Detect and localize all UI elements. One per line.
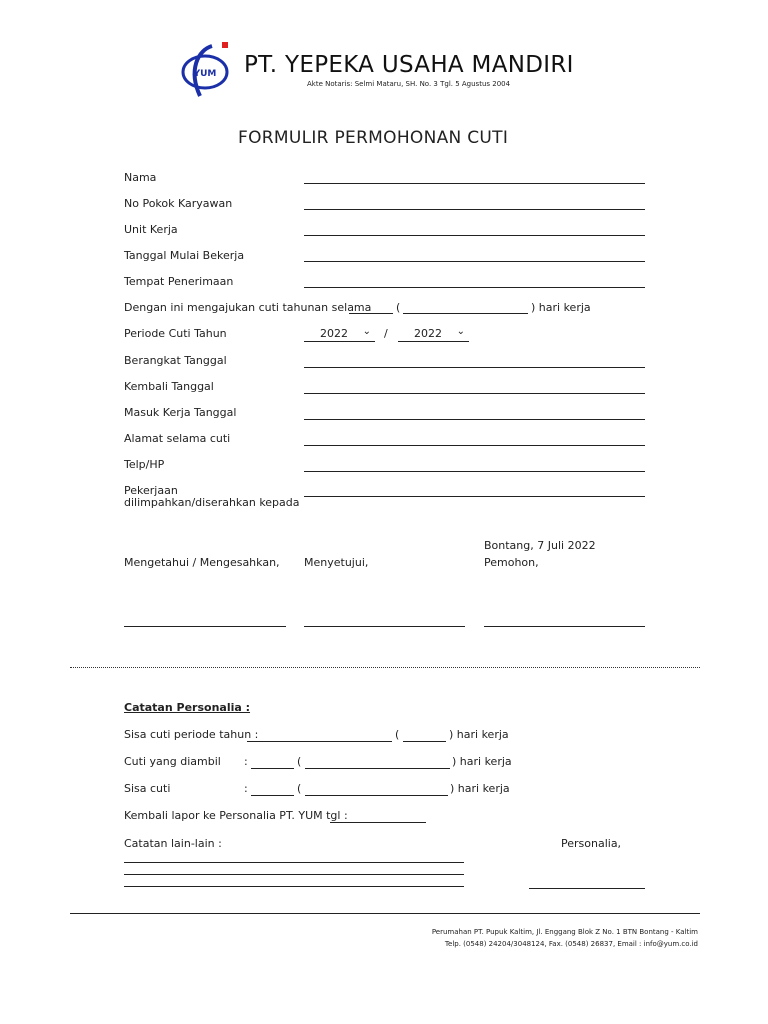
chevron-down-icon: ⌄ [362, 326, 371, 337]
label-dengan-ini: Dengan ini mengajukan cuti tahunan selama [124, 301, 372, 314]
label-tanggal-mulai: Tanggal Mulai Bekerja [124, 249, 245, 262]
field-sisa-periode[interactable] [247, 741, 392, 742]
signature-line-mengetahui[interactable] [124, 626, 286, 627]
notary-info: Akte Notaris: Selmi Mataru, SH. No. 3 Tgl. 5 Agustus 2004 [307, 80, 511, 88]
field-berangkat[interactable] [304, 367, 645, 368]
company-name: PT. YEPEKA USAHA MANDIRI [244, 52, 574, 78]
field-sisa-cuti[interactable] [251, 795, 294, 796]
label-kembali-lapor: Kembali lapor ke Personalia PT. YUM tgl : [124, 809, 348, 822]
field-pekerjaan[interactable] [304, 496, 645, 497]
label-mengetahui: Mengetahui / Mengesahkan, [124, 556, 280, 569]
select-year-from-value: 2022 [320, 327, 348, 340]
label-cuti-diambil: Cuti yang diambil [124, 755, 221, 768]
section-divider [70, 667, 700, 668]
label-catatan-lain: Catatan lain-lain : [124, 837, 222, 850]
field-nama[interactable] [304, 183, 645, 184]
select-year-from[interactable] [304, 327, 375, 342]
field-sisa-cuti-terbilang[interactable] [305, 795, 448, 796]
select-year-to-value: 2022 [414, 327, 442, 340]
field-telp[interactable] [304, 471, 645, 472]
label-menyetujui: Menyetujui, [304, 556, 369, 569]
open-paren: ( [395, 728, 400, 741]
label-pemohon: Pemohon, [484, 556, 539, 569]
label-pekerjaan-2: dilimpahkan/diserahkan kepada [124, 496, 300, 509]
field-masuk[interactable] [304, 419, 645, 420]
field-jumlah-hari[interactable] [349, 313, 393, 314]
label-hari-kerja: ) hari kerja [531, 301, 591, 314]
label-periode: Periode Cuti Tahun [124, 327, 227, 340]
colon: : [244, 755, 248, 768]
field-hari-terbilang[interactable] [403, 313, 528, 314]
label-no-pokok: No Pokok Karyawan [124, 197, 233, 210]
label-telp: Telp/HP [124, 458, 165, 471]
label-pekerjaan-1: Pekerjaan [124, 484, 178, 497]
year-separator: / [384, 327, 388, 340]
field-sisa-periode-hari[interactable] [403, 741, 446, 742]
field-catatan-line-3[interactable] [124, 886, 464, 887]
footer-address: Perumahan PT. Pupuk Kaltim, Jl. Enggang Blok Z No. 1 BTN Bontang - Kaltim [431, 928, 698, 936]
field-kembali[interactable] [304, 393, 645, 394]
open-paren: ( [297, 782, 302, 795]
company-logo [176, 40, 234, 100]
footer-divider [70, 913, 700, 914]
label-hari-kerja: ) hari kerja [450, 782, 510, 795]
label-alamat: Alamat selama cuti [124, 432, 231, 445]
field-kembali-lapor[interactable] [330, 822, 426, 823]
signature-line-menyetujui[interactable] [304, 626, 465, 627]
field-catatan-line-1[interactable] [124, 862, 464, 863]
label-personalia-sign: Personalia, [561, 837, 622, 850]
label-hari-kerja: ) hari kerja [452, 755, 512, 768]
label-sisa-periode: Sisa cuti periode tahun : [124, 728, 259, 741]
field-cuti-diambil[interactable] [251, 768, 294, 769]
label-tempat: Tempat Penerimaan [124, 275, 234, 288]
personalia-heading: Catatan Personalia : [124, 701, 251, 714]
label-unit-kerja: Unit Kerja [124, 223, 178, 236]
label-hari-kerja: ) hari kerja [449, 728, 509, 741]
chevron-down-icon: ⌄ [456, 326, 465, 337]
field-tanggal-mulai[interactable] [304, 261, 645, 262]
label-kembali: Kembali Tanggal [124, 380, 214, 393]
place-date: Bontang, 7 Juli 2022 [484, 539, 596, 552]
footer-contact: Telp. (0548) 24204/3048124, Fax. (0548) 26837, Email : info@yum.co.id [444, 940, 698, 948]
field-catatan-line-2[interactable] [124, 874, 464, 875]
field-unit-kerja[interactable] [304, 235, 645, 236]
field-no-pokok[interactable] [304, 209, 645, 210]
logo-text: YUM [193, 69, 217, 79]
label-masuk: Masuk Kerja Tanggal [124, 406, 237, 419]
label-sisa-cuti: Sisa cuti [124, 782, 171, 795]
field-cuti-diambil-terbilang[interactable] [305, 768, 450, 769]
colon: : [244, 782, 248, 795]
label-berangkat: Berangkat Tanggal [124, 354, 227, 367]
select-year-to[interactable] [398, 327, 469, 342]
open-paren: ( [396, 301, 401, 314]
field-alamat[interactable] [304, 445, 645, 446]
field-tempat[interactable] [304, 287, 645, 288]
open-paren: ( [297, 755, 302, 768]
signature-line-pemohon[interactable] [484, 626, 645, 627]
signature-line-personalia[interactable] [529, 888, 645, 889]
form-title: FORMULIR PERMOHONAN CUTI [238, 128, 509, 148]
label-nama: Nama [124, 171, 157, 184]
